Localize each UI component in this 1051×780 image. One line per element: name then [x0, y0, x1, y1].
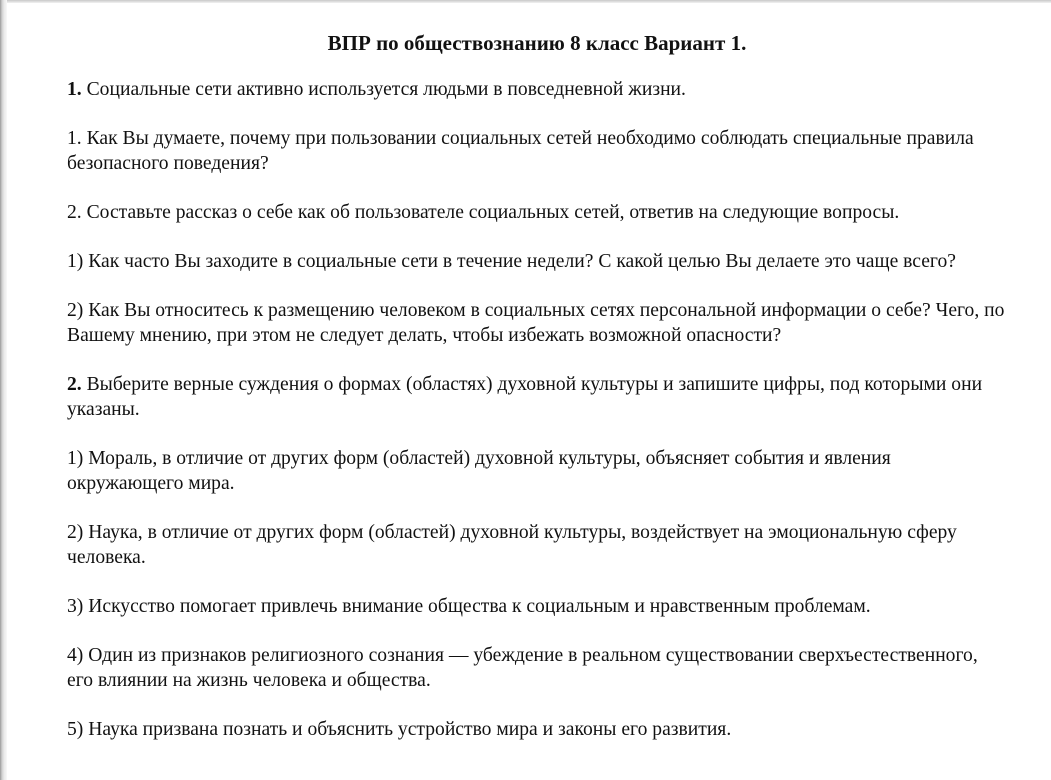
task1-intro [67, 77, 1007, 102]
task2-number: 2. [67, 374, 82, 395]
task1-intro-text: Социальные сети активно используется людьми в повседневной жизни. [81, 79, 686, 100]
task2-intro [67, 372, 1007, 422]
task1-number: 1. [67, 79, 82, 100]
task2-option-2: 2) Наука, в отличие от других форм (областей) духовной культуры, воздействует на эмоциональную сферу человека. [67, 522, 957, 568]
task2-option-5: 5) Наука призвана познать и объяснить устройство мира и законы его развития. [67, 719, 732, 740]
task2-intro-text: Выберите верные суждения о формах (областях) духовной культуры и запишите цифры, под которыми они указаны. [67, 374, 983, 420]
task1-question-1: 1. Как Вы думаете, почему при пользовании социальных сетей необходимо соблюдать специальные правила безопасного поведения? [67, 128, 974, 174]
viewer-top-edge [0, 0, 1051, 3]
viewer-left-edge [0, 0, 7, 780]
task2-option-1: 1) Мораль, в отличие от других форм (областей) духовной культуры, объясняет события и явления окружающего мира. [67, 448, 891, 494]
task2-option-3: 3) Искусство помогает привлечь внимание общества к социальным и нравственным проблемам. [67, 596, 871, 617]
task1-subquestion-1: 1) Как часто Вы заходите в социальные сети в течение недели? С какой целью Вы делаете это чаще всего? [67, 251, 956, 272]
document-page [67, 28, 1007, 742]
task1-subquestion-2: 2) Как Вы относитесь к размещению человеком в социальных сетях персональной информации о себе? Чего, по Вашему мнению, при этом не следует делать, чтобы избежать возможной опасности? [67, 300, 1005, 346]
task1-question-2: 2. Составьте рассказ о себе как об пользователе социальных сетей, ответив на следующие вопросы. [67, 202, 900, 223]
task2-option-4: 4) Один из признаков религиозного сознания — убеждение в реальном существовании сверхъестественного, его влиянии на жизнь человека и общества. [67, 645, 978, 691]
document-title: ВПР по обществознанию 8 класс Вариант 1. [327, 31, 747, 55]
